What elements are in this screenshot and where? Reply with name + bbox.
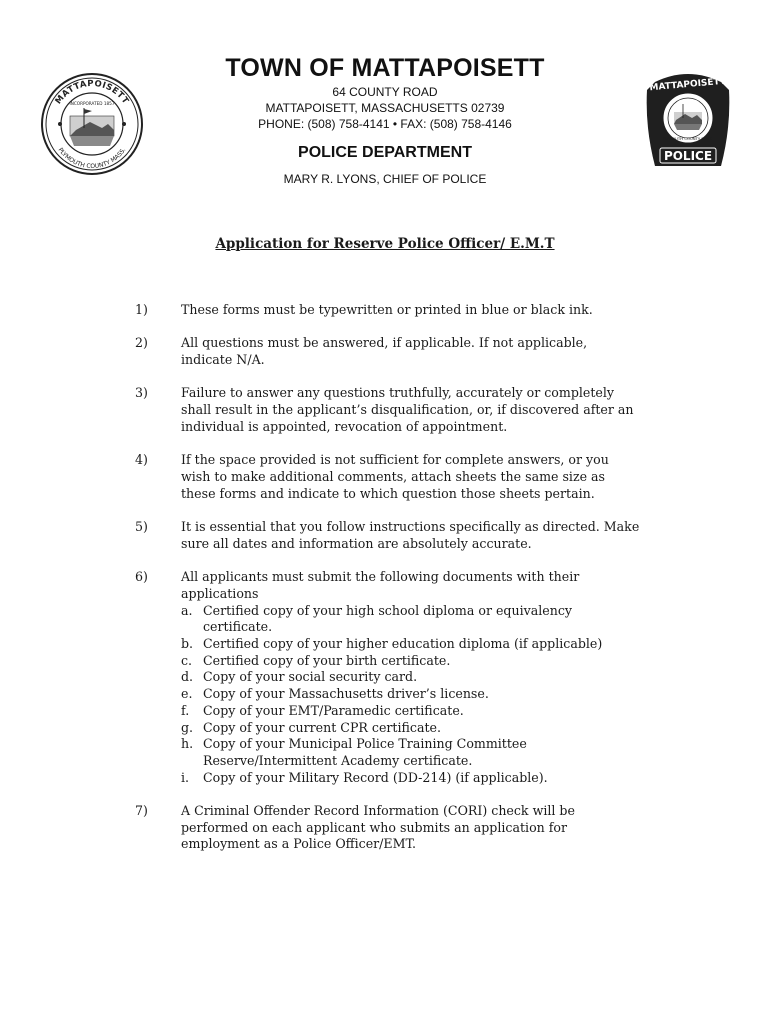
document-item — [181, 770, 641, 787]
phone-fax: PHONE: (508) 758-4141 • FAX: (508) 758-4146 — [258, 117, 512, 131]
letterhead — [185, 52, 585, 187]
document-text: Copy of your Military Record (DD-214) (if applicable). — [203, 769, 548, 785]
document-item — [181, 653, 641, 670]
street-address: 64 COUNTY ROAD — [332, 85, 438, 99]
document-item — [181, 720, 641, 737]
city-address: MATTAPOISETT, MASSACHUSETTS 02739 — [265, 101, 505, 115]
form-title — [0, 236, 770, 252]
instruction-number: 2) — [135, 335, 148, 351]
chief-name: MARY R. LYONS, CHIEF OF POLICE — [283, 172, 487, 186]
document-item — [181, 603, 641, 636]
document-text: Certified copy of your birth certificate. — [203, 652, 451, 668]
instruction-item — [0, 569, 770, 786]
document-letter: b. — [181, 635, 194, 651]
instruction-text: It is essential that you follow instructions specifically as directed. Make sure all dates and information are absolutely accurate. — [181, 519, 640, 551]
document-text: Copy of your current CPR certificate. — [203, 719, 441, 735]
instruction-number: 6) — [135, 569, 148, 585]
document-item — [181, 703, 641, 720]
instruction-number: 4) — [135, 452, 148, 468]
instruction-item — [0, 335, 770, 368]
instruction-item — [0, 385, 770, 435]
instruction-text: All applicants must submit the following documents with their applications — [181, 569, 580, 601]
document-letter: a. — [181, 602, 193, 618]
document-letter: h. — [181, 736, 194, 752]
document-letter: f. — [181, 702, 190, 718]
instruction-text: Failure to answer any questions truthfully, accurately or completely shall result in the applicant’s disqualification, or, if discovered after an individual is appointed, revocation of appointment. — [181, 385, 634, 434]
document-letter: c. — [181, 652, 193, 668]
instructions-list — [0, 302, 770, 870]
instruction-item — [0, 803, 770, 853]
instruction-item — [0, 302, 770, 319]
town-name: TOWN OF MATTAPOISETT — [225, 54, 545, 82]
document-text: Certified copy of your high school diploma or equivalency certificate. — [203, 602, 573, 635]
document-text: Certified copy of your higher education diploma (if applicable) — [203, 635, 603, 651]
form-title-text: Application for Reserve Police Officer/ E.M.T — [215, 236, 555, 252]
document-text: Copy of your EMT/Paramedic certificate. — [203, 702, 464, 718]
document-item — [181, 636, 641, 653]
document-sublist — [181, 603, 641, 787]
instruction-number: 3) — [135, 385, 148, 401]
instruction-text: If the space provided is not sufficient for complete answers, or you wish to make additional comments, attach sheets the same size as these forms and indicate to which question those sheets pertain. — [181, 452, 609, 501]
town-seal-logo — [40, 72, 144, 176]
instruction-number: 7) — [135, 803, 148, 818]
instruction-number: 5) — [135, 519, 148, 535]
svg-text:MATTAPOISETT: MATTAPOISETT — [53, 78, 131, 107]
instruction-text: A Criminal Offender Record Information (CORI) check will be performed on each applicant who submits an application for employment as a Police Officer/EMT. — [181, 803, 575, 852]
document-item — [181, 669, 641, 686]
instruction-text: All questions must be answered, if applicable. If not applicable, indicate N/A. — [181, 335, 588, 368]
document-letter: i. — [181, 769, 190, 785]
instruction-text: These forms must be typewritten or printed in blue or black ink. — [181, 302, 593, 317]
svg-text:PLYMOUTH COUNTY MASS.: PLYMOUTH COUNTY MASS. — [662, 136, 714, 141]
document-letter: g. — [181, 719, 194, 735]
document-letter: d. — [181, 669, 194, 685]
document-item — [181, 736, 641, 769]
svg-text:POLICE: POLICE — [663, 149, 713, 163]
document-text: Copy of your Massachusetts driver’s license. — [203, 686, 489, 702]
instruction-number: 1) — [135, 302, 148, 317]
svg-text:PLYMOUTH COUNTY MASS.: PLYMOUTH COUNTY MASS. — [56, 146, 128, 171]
svg-text:INCORPORATED 1857: INCORPORATED 1857 — [69, 101, 115, 106]
department-name: POLICE DEPARTMENT — [298, 144, 472, 161]
police-badge-logo — [645, 68, 731, 172]
svg-text:MATTAPOISETT: MATTAPOISETT — [649, 76, 727, 94]
instruction-item — [0, 519, 770, 552]
document-text: Copy of your Municipal Police Training Committee Reserve/Intermittent Academy certificate. — [203, 736, 527, 768]
document-text: Copy of your social security card. — [203, 669, 418, 685]
document-item — [181, 686, 641, 703]
instruction-item — [0, 452, 770, 502]
document-letter: e. — [181, 686, 193, 702]
